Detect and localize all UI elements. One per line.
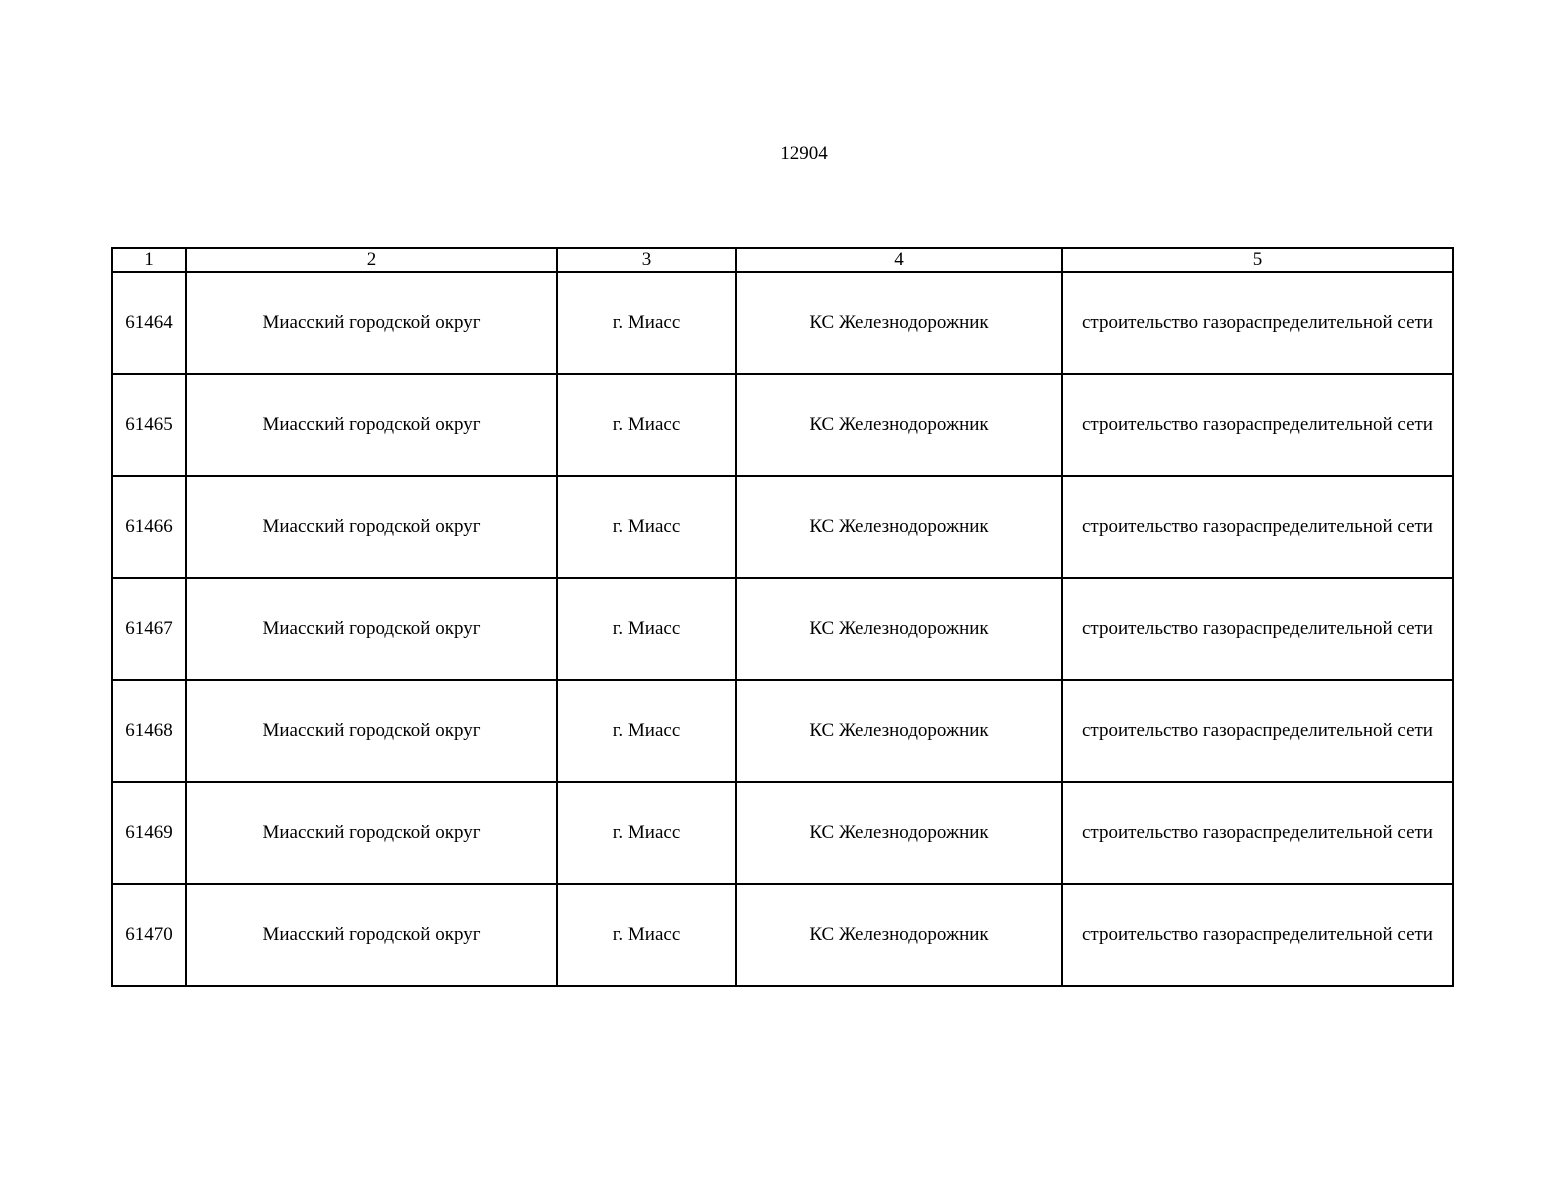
municipality-cell: Миасский городской округ xyxy=(186,374,557,476)
row-number-cell: 61469 xyxy=(112,782,186,884)
activity-cell: строительство газораспределительной сети xyxy=(1062,476,1453,578)
page-number: 12904 xyxy=(780,143,828,164)
object-cell: КС Железнодорожник xyxy=(736,272,1062,374)
row-number-cell: 61465 xyxy=(112,374,186,476)
row-number-cell: 61464 xyxy=(112,272,186,374)
row-number-cell: 61468 xyxy=(112,680,186,782)
activity-cell: строительство газораспределительной сети xyxy=(1062,782,1453,884)
table-row xyxy=(112,884,1453,986)
row-number-cell: 61467 xyxy=(112,578,186,680)
settlement-cell: г. Миасс xyxy=(557,578,736,680)
municipality-cell: Миасский городской округ xyxy=(186,578,557,680)
object-cell: КС Железнодорожник xyxy=(736,884,1062,986)
municipality-cell: Миасский городской округ xyxy=(186,782,557,884)
table-row xyxy=(112,782,1453,884)
object-cell: КС Железнодорожник xyxy=(736,476,1062,578)
activity-cell: строительство газораспределительной сети xyxy=(1062,884,1453,986)
municipality-cell: Миасский городской округ xyxy=(186,680,557,782)
row-number-cell: 61470 xyxy=(112,884,186,986)
data-table xyxy=(111,247,1454,987)
object-cell: КС Железнодорожник xyxy=(736,578,1062,680)
municipality-cell: Миасский городской округ xyxy=(186,476,557,578)
object-cell: КС Железнодорожник xyxy=(736,374,1062,476)
object-cell: КС Железнодорожник xyxy=(736,782,1062,884)
municipality-cell: Миасский городской округ xyxy=(186,884,557,986)
settlement-cell: г. Миасс xyxy=(557,782,736,884)
settlement-cell: г. Миасс xyxy=(557,476,736,578)
settlement-cell: г. Миасс xyxy=(557,272,736,374)
column-header: 1 xyxy=(112,248,186,272)
table-row xyxy=(112,680,1453,782)
object-cell: КС Железнодорожник xyxy=(736,680,1062,782)
column-header: 2 xyxy=(186,248,557,272)
settlement-cell: г. Миасс xyxy=(557,884,736,986)
activity-cell: строительство газораспределительной сети xyxy=(1062,680,1453,782)
row-number-cell: 61466 xyxy=(112,476,186,578)
activity-cell: строительство газораспределительной сети xyxy=(1062,272,1453,374)
column-header: 4 xyxy=(736,248,1062,272)
column-header: 3 xyxy=(557,248,736,272)
settlement-cell: г. Миасс xyxy=(557,374,736,476)
activity-cell: строительство газораспределительной сети xyxy=(1062,374,1453,476)
table-header-row xyxy=(112,248,1453,272)
settlement-cell: г. Миасс xyxy=(557,680,736,782)
activity-cell: строительство газораспределительной сети xyxy=(1062,578,1453,680)
table-row xyxy=(112,374,1453,476)
table-row xyxy=(112,272,1453,374)
table-row xyxy=(112,578,1453,680)
table-row xyxy=(112,476,1453,578)
column-header: 5 xyxy=(1062,248,1453,272)
municipality-cell: Миасский городской округ xyxy=(186,272,557,374)
